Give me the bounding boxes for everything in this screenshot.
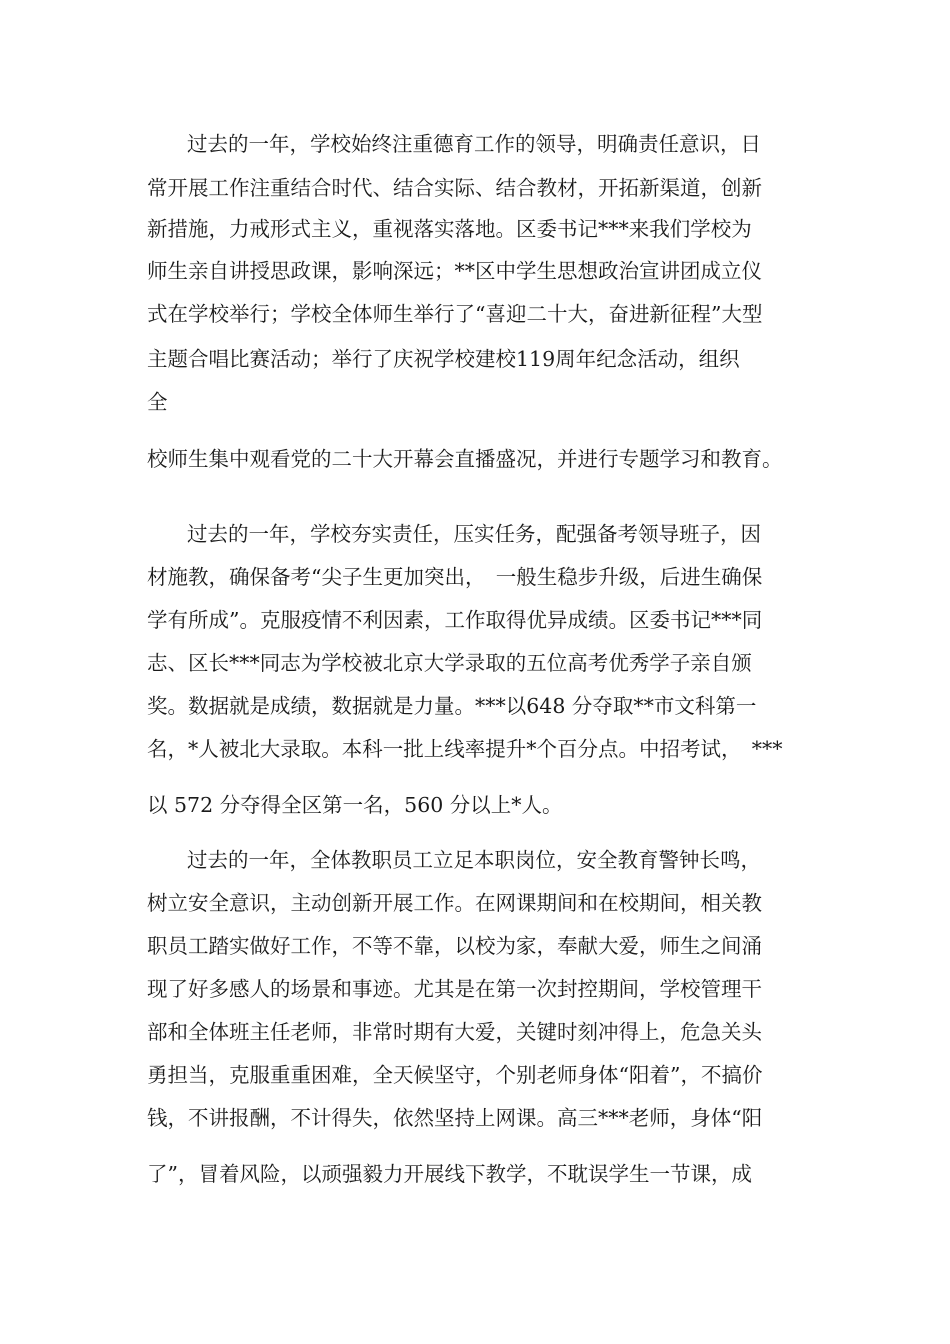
text-line: 志、区长***同志为学校被北京大学录取的五位高考优秀学子亲自颁 <box>147 651 752 675</box>
text-line: 职员工踏实做好工作，不等不靠，以校为家，奉献大爱，师生之间涌 <box>147 934 762 958</box>
text-line: 过去的一年，全体教职员工立足本职岗位，安全教育警钟长鸣， <box>187 848 761 872</box>
text-line: 校师生集中观看党的二十大开幕会直播盛况，并进行专题学习和教育。 <box>147 447 783 471</box>
text-line: 名，*人被北大录取。本科一批上线率提升*个百分点。中招考试， *** <box>147 737 783 761</box>
text-line: 现了好多感人的场景和事迹。尤其是在第一次封控期间，学校管理干 <box>147 977 762 1001</box>
text-line: 师生亲自讲授思政课，影响深远；**区中学生思想政治宣讲团成立仪 <box>147 259 762 283</box>
text-line: 学有所成”。克服疫情不利因素，工作取得优异成绩。区委书记***同 <box>147 608 763 632</box>
text-line: 常开展工作注重结合时代、结合实际、结合教材，开拓新渠道，创新 <box>147 176 762 200</box>
text-line: 以 572 分夺得全区第一名，560 分以上*人。 <box>147 793 563 817</box>
text-line: 勇担当，克服重重困难，全天候坚守，个别老师身体“阳着”，不搞价 <box>147 1063 763 1087</box>
text-line: 钱，不讲报酬，不计得失，依然坚持上网课。高三***老师，身体“阳 <box>147 1106 763 1130</box>
text-line: 树立安全意识，主动创新开展工作。在网课期间和在校期间，相关教 <box>147 891 762 915</box>
text-line: 了”，冒着风险，以顽强毅力开展线下教学，不耽误学生一节课，成 <box>147 1162 752 1186</box>
text-line: 奖。数据就是成绩，数据就是力量。***以648 分夺取**市文科第一 <box>147 694 757 718</box>
text-line: 新措施，力戒形式主义，重视落实落地。区委书记***来我们学校为 <box>147 217 752 241</box>
text-line: 全 <box>147 390 168 414</box>
text-line: 材施教，确保备考“尖子生更加突出， 一般生稳步升级，后进生确保 <box>147 565 763 589</box>
text-line: 主题合唱比赛活动；举行了庆祝学校建校119周年纪念活动，组织 <box>147 347 740 371</box>
text-line: 部和全体班主任老师，非常时期有大爱，关键时刻冲得上，危急关头 <box>147 1020 762 1044</box>
text-line: 过去的一年，学校夯实责任，压实任务，配强备考领导班子，因 <box>187 522 761 546</box>
text-line: 过去的一年，学校始终注重德育工作的领导，明确责任意识，日 <box>187 132 761 156</box>
text-line: 式在学校举行；学校全体师生举行了“喜迎二十大，奋进新征程”大型 <box>147 302 763 326</box>
